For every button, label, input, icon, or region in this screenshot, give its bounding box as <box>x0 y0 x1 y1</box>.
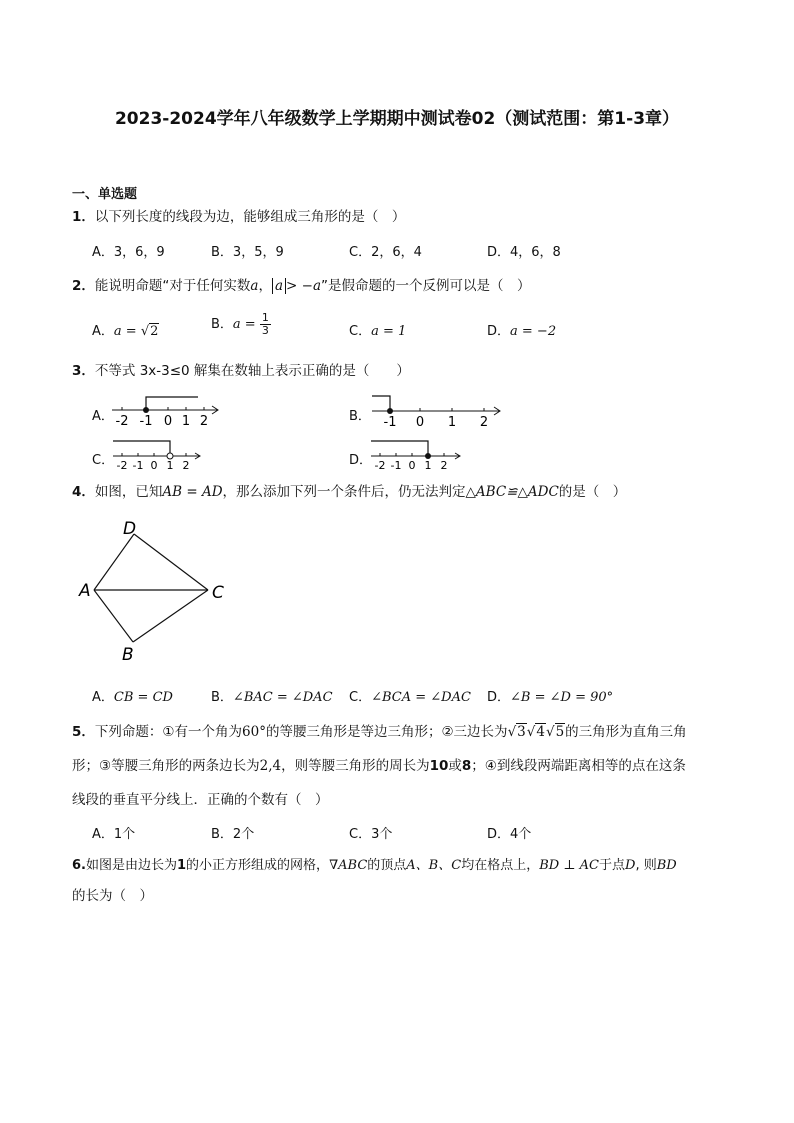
tick-label: 1 <box>424 459 432 472</box>
sqrt-expr: √4 <box>526 724 545 740</box>
tick-label: 2 <box>479 415 489 428</box>
q3-number-line-d <box>368 436 464 472</box>
tick-label: -1 <box>139 414 153 428</box>
q3-option-b-label[interactable]: B． <box>349 409 371 424</box>
sqrt-expr: √3 <box>507 724 526 740</box>
q4-option-c[interactable] <box>349 686 471 705</box>
question-text: 下列命题：①有一个角为 <box>94 724 243 740</box>
question-text: 如图是由边长为 <box>85 858 177 873</box>
question-1 <box>72 207 405 227</box>
question-text: 的三角形为直角三角 <box>565 724 687 740</box>
q1-option-c[interactable]: C．2，6，4 <box>349 245 422 260</box>
math-expr: 60° <box>242 724 266 740</box>
option-label: C． <box>349 324 372 339</box>
question-5-line-1 <box>72 722 687 742</box>
option-label: A． <box>92 324 114 339</box>
q2-option-b[interactable] <box>211 312 271 337</box>
tick-label: 2 <box>440 459 448 472</box>
sqrt-expr: √2 <box>140 324 159 339</box>
option-label: B． <box>211 690 233 705</box>
q1-option-d[interactable]: D．4，6，8 <box>487 245 561 260</box>
tick-label: 0 <box>408 459 416 472</box>
question-5-line-2 <box>72 756 686 776</box>
question-5-line-3: 线段的垂直平分线上．正确的个数有（ ） <box>72 792 329 808</box>
math-number: 10 <box>429 758 449 774</box>
q2-option-a[interactable] <box>92 320 159 339</box>
math-expr: ∠BCA = ∠DAC <box>371 690 471 705</box>
tick-label: -2 <box>374 459 386 472</box>
option-label: A． <box>92 690 114 705</box>
tick-label: -1 <box>390 459 402 472</box>
point-label-a: A <box>79 581 91 601</box>
option-label: B． <box>211 317 233 332</box>
question-number: 5． <box>72 724 95 740</box>
question-text: 或 <box>448 758 462 774</box>
q5-option-d[interactable]: D．4个 <box>487 827 532 842</box>
point-label-d: D <box>123 519 137 539</box>
sqrt-expr: √5 <box>545 724 565 740</box>
point-label-c: C <box>212 583 224 603</box>
q5-option-c[interactable]: C．3个 <box>349 827 393 842</box>
tick-label: 0 <box>415 415 425 428</box>
question-6-line-2: 的长为（ ） <box>72 888 153 904</box>
q4-figure <box>76 514 236 666</box>
math-expr: ∇ABC <box>329 858 368 873</box>
math-expr: ∠BAC = ∠DAC <box>232 690 333 705</box>
question-text: 如图，已知 <box>94 484 163 500</box>
q4-option-d[interactable] <box>487 686 613 705</box>
page-title: 2023-2024学年八年级数学上学期期中测试卷02（测试范围：第1-3章） <box>114 109 680 129</box>
question-text: 能说明命题“对于任何实数 <box>94 278 251 294</box>
question-text: 以下列长度的线段为边，能够组成三角形的是（ ） <box>94 209 406 225</box>
question-text: 的小正方形组成的网格， <box>186 858 330 873</box>
question-text: 的是（ ） <box>558 484 627 500</box>
math-var: a <box>250 278 259 294</box>
math-expr: a = −2 <box>510 324 557 339</box>
math-abs: a <box>272 278 286 294</box>
question-number: 4． <box>72 484 95 500</box>
question-text: ，则等腰三角形的周长为 <box>281 758 430 774</box>
q1-option-a[interactable]: A．3，6，9 <box>92 245 165 260</box>
tick-label: -2 <box>115 414 129 428</box>
tick-label: 2 <box>199 414 209 428</box>
q2-option-d[interactable] <box>487 320 556 339</box>
question-text: ，那么添加下列一个条件后，仍无法判定 <box>222 484 466 500</box>
q3-number-line-a <box>110 392 225 428</box>
q3-option-a-label[interactable]: A． <box>92 409 114 424</box>
point-label-b: B <box>122 645 134 665</box>
math-op: > − <box>286 278 313 294</box>
q3-option-c-label[interactable]: C． <box>92 453 115 468</box>
fraction: $\frac{1}{3}$ <box>261 311 269 337</box>
question-text: 于点 <box>599 858 626 873</box>
tick-label: -1 <box>132 459 144 472</box>
q3-option-d-label[interactable]: D． <box>349 453 373 468</box>
question-number: 3． <box>72 363 95 379</box>
tick-label: 1 <box>447 415 457 428</box>
tick-label: 2 <box>182 459 190 472</box>
question-text: 的等腰三角形是等边三角形；②三边长为 <box>265 724 508 740</box>
question-text: , 则 <box>635 858 657 873</box>
question-3 <box>72 361 410 381</box>
math-expr: a = <box>113 324 141 339</box>
q5-option-b[interactable]: B．2个 <box>211 827 255 842</box>
math-expr: AB = AD <box>162 484 223 500</box>
question-number: 2． <box>72 278 95 294</box>
q3-number-line-c <box>110 436 205 472</box>
q2-option-c[interactable] <box>349 320 406 339</box>
tick-label: -1 <box>383 415 397 428</box>
q4-option-b[interactable] <box>211 686 333 705</box>
q5-option-a[interactable]: A．1个 <box>92 827 136 842</box>
math-var: a <box>312 278 322 294</box>
tick-label: 0 <box>163 414 173 428</box>
option-label: C． <box>349 690 372 705</box>
q1-option-b[interactable]: B．3，5，9 <box>211 245 284 260</box>
question-number: 1． <box>72 209 95 225</box>
question-text: 的顶点 <box>367 858 407 873</box>
question-4 <box>72 482 626 502</box>
option-label: D． <box>487 324 511 339</box>
math-expr: A、B、C <box>406 858 462 873</box>
question-text: 形；③等腰三角形的两条边长为 <box>72 758 260 774</box>
question-text: 均在格点上， <box>461 858 540 873</box>
question-2 <box>72 276 531 296</box>
math-expr: CB = CD <box>113 690 173 705</box>
math-expr: ∠B = ∠D = 90° <box>510 690 614 705</box>
q3-number-line-b <box>368 392 504 428</box>
question-6-line-1 <box>72 856 677 876</box>
question-text: ；④到线段两端距离相等的点在这条 <box>471 758 686 774</box>
question-text: ， <box>258 278 272 294</box>
math-expr: a = 1 <box>371 324 407 339</box>
math-expr: a = <box>232 317 260 332</box>
math-var: D <box>625 858 636 873</box>
tick-label: 0 <box>150 459 158 472</box>
math-number: 8 <box>461 758 472 774</box>
tick-label: -2 <box>116 459 128 472</box>
q4-option-a[interactable] <box>92 686 173 705</box>
question-text: 不等式 3x-3≤0 解集在数轴上表示正确的是（ ） <box>94 363 410 379</box>
question-text: ”是假命题的一个反例可以是（ ） <box>321 278 531 294</box>
option-label: D． <box>487 690 511 705</box>
math-expr: BD <box>656 858 677 873</box>
question-number: 6. <box>72 858 86 873</box>
math-number: 1 <box>177 858 187 873</box>
math-expr: △ABC≌△ADC <box>465 484 559 500</box>
math-expr: BD ⊥ AC <box>539 858 600 873</box>
tick-label: 1 <box>181 414 191 428</box>
tick-label: 1 <box>166 459 174 472</box>
section-heading: 一、单选题 <box>72 187 138 202</box>
math-expr: 2,4 <box>259 758 282 774</box>
